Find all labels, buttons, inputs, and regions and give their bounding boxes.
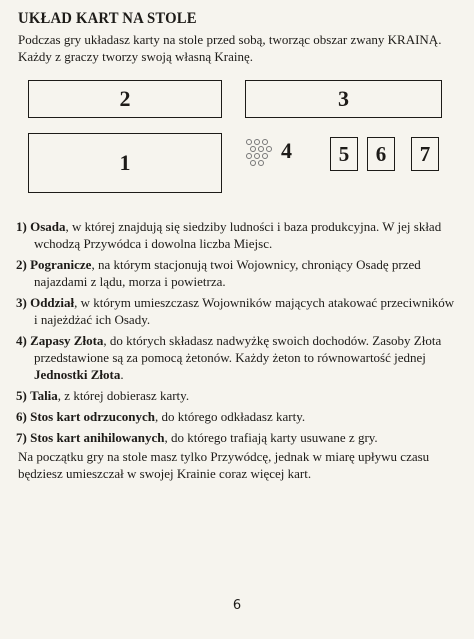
intro-paragraph: Podczas gry układasz karty na stole przed sobą, tworząc obszar zwany KRAINĄ. Każdy z graczy tworzy swoją własną Krainę.	[18, 32, 442, 64]
list-item: 4) Zapasy Złota, do których składasz nadwyżkę swoich dochodów. Zasoby Złota przedstawione są za pomocą żetonów. Każdy żeton to równowartość jednej Jednostki Złota.	[16, 333, 442, 382]
area-box-3: 3	[245, 80, 442, 118]
page-number: 6	[232, 598, 242, 613]
list-item: 3) Oddział, w którym umieszczasz Wojowników mających atakować przeciwników i najeżdżać ich Osady.	[16, 295, 455, 327]
closing-paragraph: Na początku gry na stole masz tylko Przywódcę, jednak w miarę upływu czasu będziesz umieszczał w swojej Krainie coraz więcej kart.	[18, 449, 430, 481]
list-item: 5) Talia, z której dobierasz karty.	[16, 388, 190, 403]
list-item: 7) Stos kart anihilowanych, do którego trafiają karty usuwane z gry.	[16, 430, 378, 445]
page-title: UKŁAD KART NA STOLE	[18, 10, 197, 27]
area-label-4: 4	[281, 138, 292, 163]
area-box-7: 7	[411, 137, 439, 171]
area-box-1: 1	[28, 133, 222, 193]
area-box-6: 6	[367, 137, 395, 171]
coin-token-icon	[244, 138, 278, 168]
list-item: 6) Stos kart odrzuconych, do którego odkładasz karty.	[16, 409, 306, 424]
area-list	[16, 218, 456, 450]
area-box-5: 5	[330, 137, 358, 171]
list-item: 2) Pogranicze, na którym stacjonują twoi Wojownicy, chroniący Osadę przed najazdami z lądu, morza i powietrza.	[16, 257, 421, 289]
area-box-2: 2	[28, 80, 222, 118]
list-item: 1) Osada, w której znajdują się siedziby ludności i baza produkcyjna. W jej skład wchodzą Przywódca i dowolna liczba Miejsc.	[16, 219, 442, 251]
